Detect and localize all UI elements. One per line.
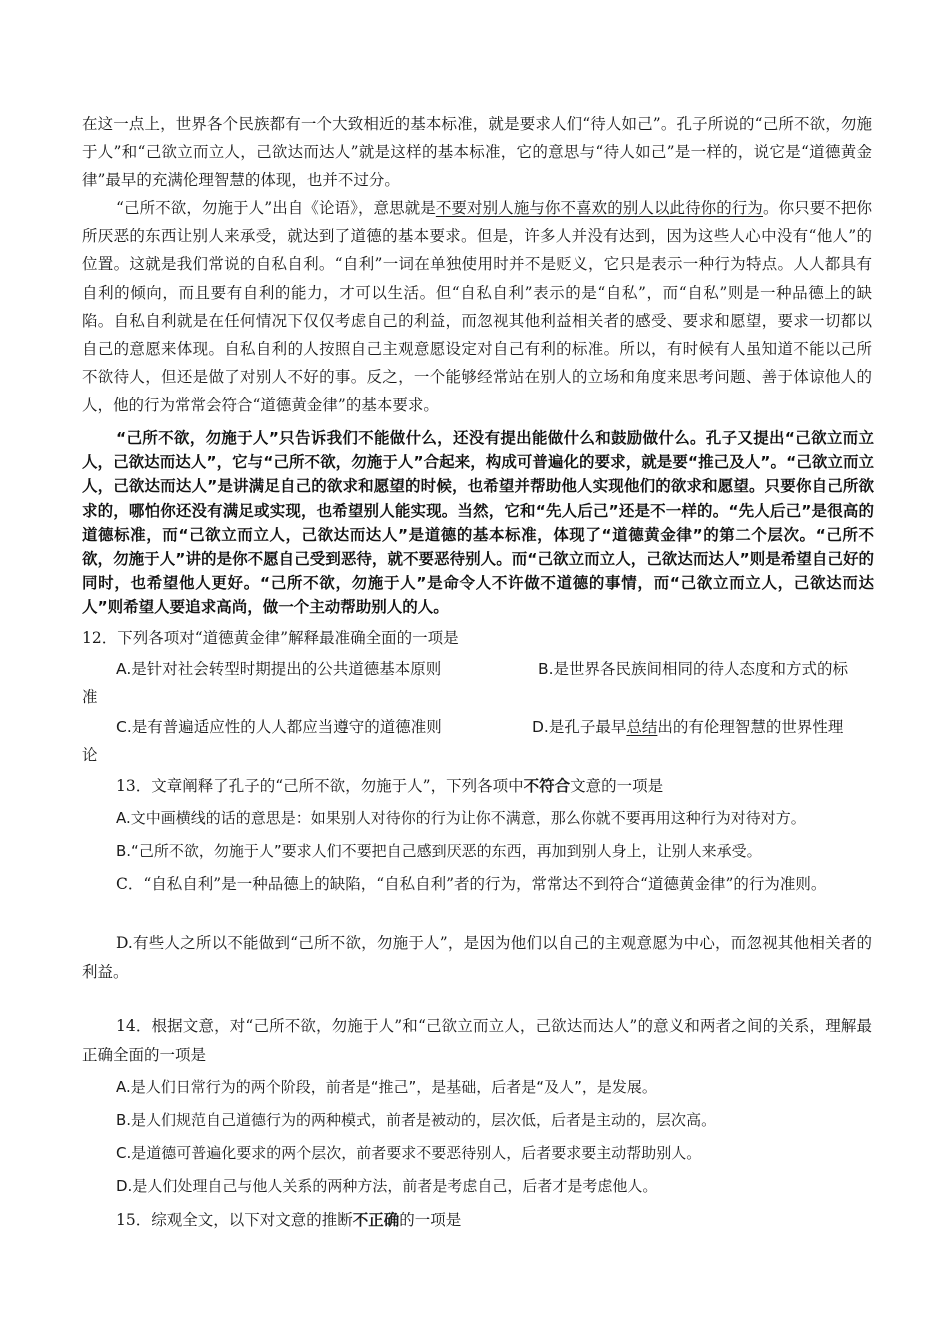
passage-paragraph-3 [82,426,874,620]
q12-option-d-tail: 出的有伦理智慧的世界性理 [657,718,844,736]
passage-paragraph-2 [82,194,872,420]
q12-option-b-continued: 准 [82,688,98,706]
q14-option-d[interactable]: D.是人们处理自己与他人关系的两种方法，前者是考虑自己，后者才是考虑他人。 [116,1177,658,1195]
q15-stem-tail: 的一项是 [399,1211,462,1229]
passage-paragraph-1 [82,110,872,195]
q13-stem-tail: 文意的一项是 [570,777,664,795]
q14-option-a[interactable]: A.是人们日常行为的两个阶段，前者是“推己”，是基础，后者是“及人”，是发展。 [116,1078,657,1096]
passage-paragraph-2-lead: “己所不欲，勿施于人”出自《论语》，意思就是 [116,199,436,217]
q15-stem [116,1206,461,1234]
q12-option-a[interactable]: A.是针对社会转型时期提出的公共道德基本原则 [116,660,442,678]
q12-stem: 12．下列各项对“道德黄金律”解释最准确全面的一项是 [82,629,459,647]
q15-stem-lead: 15．综观全文，以下对文意的推断 [116,1211,353,1229]
q13-option-d[interactable]: D.有些人之所以不能做到“己所不欲，勿施于人”，是因为他们以自己的主观意愿为中心，而忽视其他相关者的利益。 [82,934,872,981]
q12-option-c[interactable]: C.是有普遍适应性的人人都应当遵守的道德准则 [116,718,442,736]
q13-stem [116,772,663,800]
q13-stem-emphasis: 不符合 [523,776,571,795]
passage-paragraph-2-body: 。你只要不把你所厌恶的东西让别人来承受，就达到了道德的基本要求。但是，许多人并没有达到，因为这些人心中没有“他人”的位置。这就是我们常说的自私自利。“自利”一词在单独使用时并不是贬义，它只是表示一种行为特点。人人都具有自利的倾向，而且要有自利的能力，才可以生活。但“自私自利”表示的是“自私”，而“自私”则是一种品德上的缺陷。自私自利就是在任何情况下仅仅考虑自己的利益，而忽视其他利益相关者的感受、要求和愿望，要求一切都以自己的意愿来体现。自私自利的人按照自己主观意愿设定对自己有利的标准。所以，有时候有人虽知道不能以己所不欲待人，但还是做了对别人不好的事。反之，一个能够经常站在别人的立场和角度来思考问题、善于体谅他人的人，他的行为常常会符合“道德黄金律”的基本要求。 [82,199,872,415]
q12-option-d-continued: 论 [82,746,98,764]
q12-option-d-underlined: 总结 [626,718,658,736]
q13-option-a[interactable]: A.文中画横线的话的意思是：如果别人对待你的行为让你不满意，那么你就不要再用这种行为对待对方。 [116,809,806,827]
q12-option-d-lead: D.是孔子最早 [532,718,627,736]
q14-option-c[interactable]: C.是道德可普遍化要求的两个层次，前者要求不要恶待别人，后者要求要主动帮助别人。 [116,1144,702,1162]
q13-option-b[interactable]: B.“己所不欲，勿施于人”要求人们不要把自己感到厌恶的东西，再加到别人身上，让别人来承受。 [116,842,762,860]
q12-option-d[interactable] [532,713,843,741]
q15-stem-emphasis: 不正确 [352,1210,400,1229]
passage-paragraph-1-text: 在这一点上，世界各个民族都有一个大致相近的基本标准，就是要求人们“待人如己”。孔子所说的“己所不欲，勿施于人”和“己欲立而立人，己欲达而达人”就是这样的基本标准，它的意思与“待人如己”是一样的，说它是“道德黄金律”最早的充满伦理智慧的体现，也并不过分。 [82,115,872,190]
q13-option-c[interactable]: C．“自私自利”是一种品德上的缺陷，“自私自利”者的行为，常常达不到符合“道德黄金律”的行为准则。 [116,875,827,893]
q12-option-b[interactable]: B.是世界各民族间相同的待人态度和方式的标 [538,660,849,678]
q14-stem: 14．根据文意，对“己所不欲，勿施于人”和“己欲立而立人，己欲达而达人”的意义和两者之间的关系，理解最正确全面的一项是 [82,1017,872,1064]
q14-option-b[interactable]: B.是人们规范自己道德行为的两种模式，前者是被动的，层次低，后者是主动的，层次高。 [116,1111,717,1129]
underlined-sentence: 不要对别人施与你不喜欢的别人以此待你的行为 [435,199,763,217]
passage-paragraph-3-text: “己所不欲，勿施于人”只告诉我们不能做什么，还没有提出能做什么和鼓励做什么。孔子又提出“己欲立而立人，己欲达而达人”，它与“己所不欲，勿施于人”合起来，构成可普遍化的要求，就是要“推己及人”。“己欲立而立人，己欲达而达人”是讲满足自己的欲求和愿望的时候，也希望并帮助他人实现他们的欲求和愿望。只要你自己所欲求的，哪怕你还没有满足或实现，也希望别人能实现。当然，它和“先人后己”还是不一样的。“先人后己”是很高的道德标准，而“己欲立而立人，己欲达而达人”是道德的基本标准，体现了“道德黄金律”的第二个层次。“己所不欲，勿施于人”讲的是你不愿自己受到恶待，就不要恶待别人。而“己欲立而立人，己欲达而达人”则是希望自己好的同时，也希望他人更好。“己所不欲，勿施于人”是命令人不许做不道德的事情，而“己欲立而立人，己欲达而达人”则希望人要追求高尚，做一个主动帮助别人的人。 [82,429,874,617]
q13-stem-lead: 13．文章阐释了孔子的“己所不欲，勿施于人”，下列各项中 [116,777,524,795]
